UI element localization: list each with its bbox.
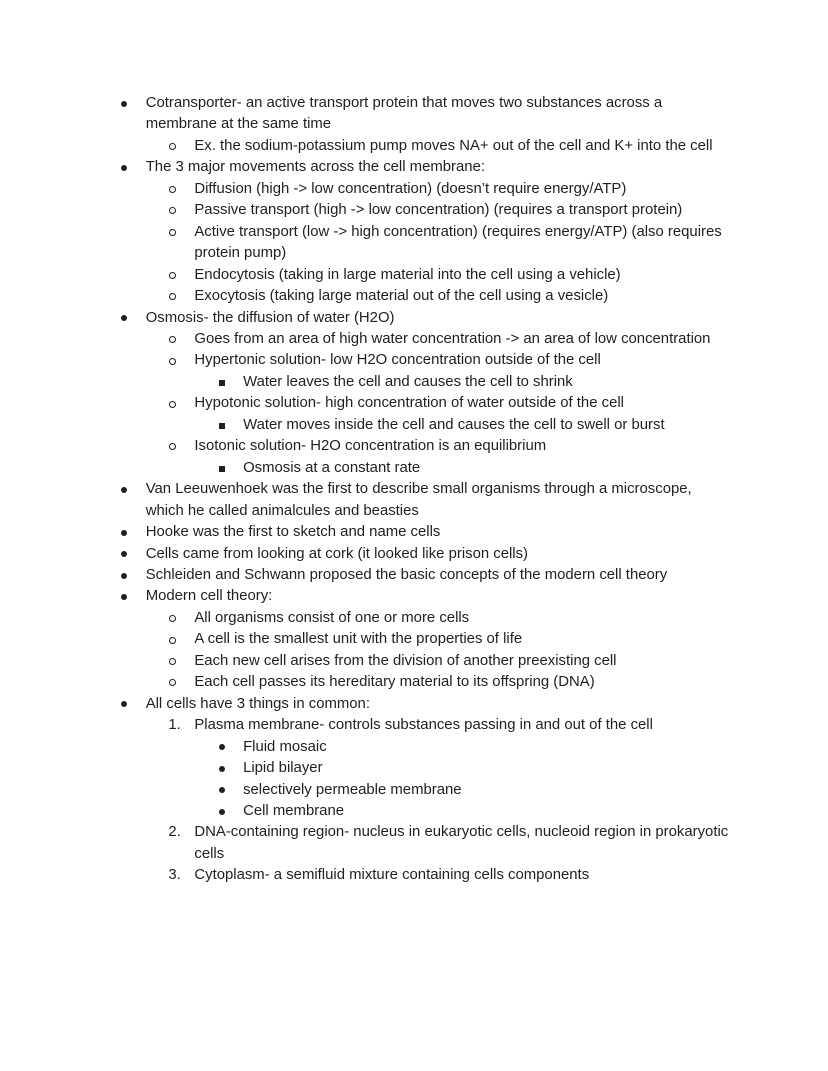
list-item-text: Fluid mosaic [243,738,327,755]
notes-list [146,715,733,887]
list-item-text: Hypertonic solution- low H2O concentration outside of the cell [194,352,601,369]
list-item [146,157,733,307]
list-item-text: Cytoplasm- a semifluid mixture containing cells components [194,867,590,884]
circle-bullet-icon [169,401,176,408]
circle-bullet-icon [169,358,176,365]
list-item [243,737,733,758]
circle-bullet-icon [169,186,176,193]
circle-bullet-icon [169,143,176,150]
list-item-text: Each new cell arises from the division of another preexisting cell [194,652,617,669]
list-item [146,522,733,543]
notes-list [146,179,733,308]
list-item [168,865,733,886]
circle-bullet-icon [169,679,176,686]
disc-bullet-icon [121,101,127,107]
list-item [194,672,733,693]
circle-bullet-icon [169,336,176,343]
notes-list [146,329,733,479]
list-item-text: All cells have 3 things in common: [145,695,370,712]
list-item [194,393,733,436]
list-item [194,200,733,221]
circle-bullet-icon [169,615,176,622]
list-item [146,586,733,693]
list-item-text: Modern cell theory: [145,588,273,605]
disc-bullet-icon [219,809,225,815]
list-item [194,265,733,286]
list-item-text: selectively permeable membrane [243,781,462,798]
list-item-text: Cells came from looking at cork (it looked like prison cells) [145,545,529,562]
list-item-text: Cotransporter- an active transport protein that moves two substances across a membrane at the same time [145,95,663,133]
notes-list [146,136,733,157]
list-item-text: Isotonic solution- H2O concentration is an equilibrium [194,438,547,455]
list-item-text: Diffusion (high -> low concentration) (doesn’t require energy/ATP) [194,180,627,197]
circle-bullet-icon [169,658,176,665]
square-bullet-icon [219,380,225,386]
list-item-text: Water moves inside the cell and causes the cell to swell or burst [243,416,665,433]
list-item [243,458,733,479]
notes-list [194,458,733,479]
list-item-text: Exocytosis (taking large material out of the cell using a vesicle) [194,288,609,305]
notes-list [194,737,733,823]
list-item-text: Hooke was the first to sketch and name cells [145,524,441,541]
list-item [146,694,733,887]
number-marker: 2. [168,824,181,841]
list-item [243,801,733,822]
list-item [146,565,733,586]
list-item [243,758,733,779]
list-item-text: Osmosis- the diffusion of water (H2O) [145,309,395,326]
list-item [146,308,733,480]
list-item [194,651,733,672]
notes-list [97,93,733,887]
list-item-text: Schleiden and Schwann proposed the basic concepts of the modern cell theory [145,566,668,583]
list-item-text: Goes from an area of high water concentration -> an area of low concentration [194,330,711,347]
disc-bullet-icon [219,766,225,772]
circle-bullet-icon [169,229,176,236]
disc-bullet-icon [121,530,127,536]
list-item-text: Endocytosis (taking in large material into the cell using a vehicle) [194,266,621,283]
list-item [146,93,733,157]
list-item [194,608,733,629]
list-item [194,350,733,393]
number-marker: 1. [168,717,181,734]
list-item-text: Plasma membrane- controls substances passing in and out of the cell [194,717,653,734]
square-bullet-icon [219,423,225,429]
list-item [243,372,733,393]
circle-bullet-icon [169,293,176,300]
disc-bullet-icon [219,744,225,750]
list-item-text: Water leaves the cell and causes the cell to shrink [243,373,573,390]
list-item [243,415,733,436]
list-item-text: Passive transport (high -> low concentration) (requires a transport protein) [194,202,683,219]
disc-bullet-icon [121,165,127,171]
list-item-text: The 3 major movements across the cell membrane: [145,159,485,176]
number-marker: 3. [168,867,181,884]
disc-bullet-icon [121,551,127,557]
list-item [194,136,733,157]
list-item-text: Osmosis at a constant rate [243,459,421,476]
disc-bullet-icon [121,487,127,493]
list-item-text: Cell membrane [243,802,345,819]
disc-bullet-icon [121,315,127,321]
list-item-text: Each cell passes its hereditary material to its offspring (DNA) [194,674,595,691]
disc-bullet-icon [121,573,127,579]
circle-bullet-icon [169,443,176,450]
notes-list [146,608,733,694]
list-item [146,479,733,522]
circle-bullet-icon [169,207,176,214]
list-item [194,179,733,200]
list-item [168,822,733,865]
list-item-text: Lipid bilayer [243,760,323,777]
list-item [194,436,733,479]
list-item-text: A cell is the smallest unit with the properties of life [194,631,523,648]
disc-bullet-icon [121,701,127,707]
disc-bullet-icon [121,594,127,600]
list-item-text: Ex. the sodium-potassium pump moves NA+ out of the cell and K+ into the cell [194,137,713,154]
list-item [194,629,733,650]
notes-content [97,93,733,887]
list-item [194,329,733,350]
list-item [146,544,733,565]
list-item [168,715,733,822]
notes-list [194,372,733,393]
circle-bullet-icon [169,637,176,644]
list-item [194,222,733,265]
square-bullet-icon [219,466,225,472]
list-item-text: Van Leeuwenhoek was the first to describe small organisms through a microscope, which he called animalcules and beasties [145,481,692,519]
list-item-text: Hypotonic solution- high concentration of water outside of the cell [194,395,624,412]
circle-bullet-icon [169,272,176,279]
list-item-text: DNA-containing region- nucleus in eukaryotic cells, nucleoid region in prokaryotic cells [194,824,729,862]
notes-list [194,415,733,436]
list-item-text: Active transport (low -> high concentration) (requires energy/ATP) (also requires protein pump) [194,223,722,262]
list-item [194,286,733,307]
list-item [243,780,733,801]
list-item-text: All organisms consist of one or more cells [194,609,470,626]
disc-bullet-icon [219,787,225,793]
